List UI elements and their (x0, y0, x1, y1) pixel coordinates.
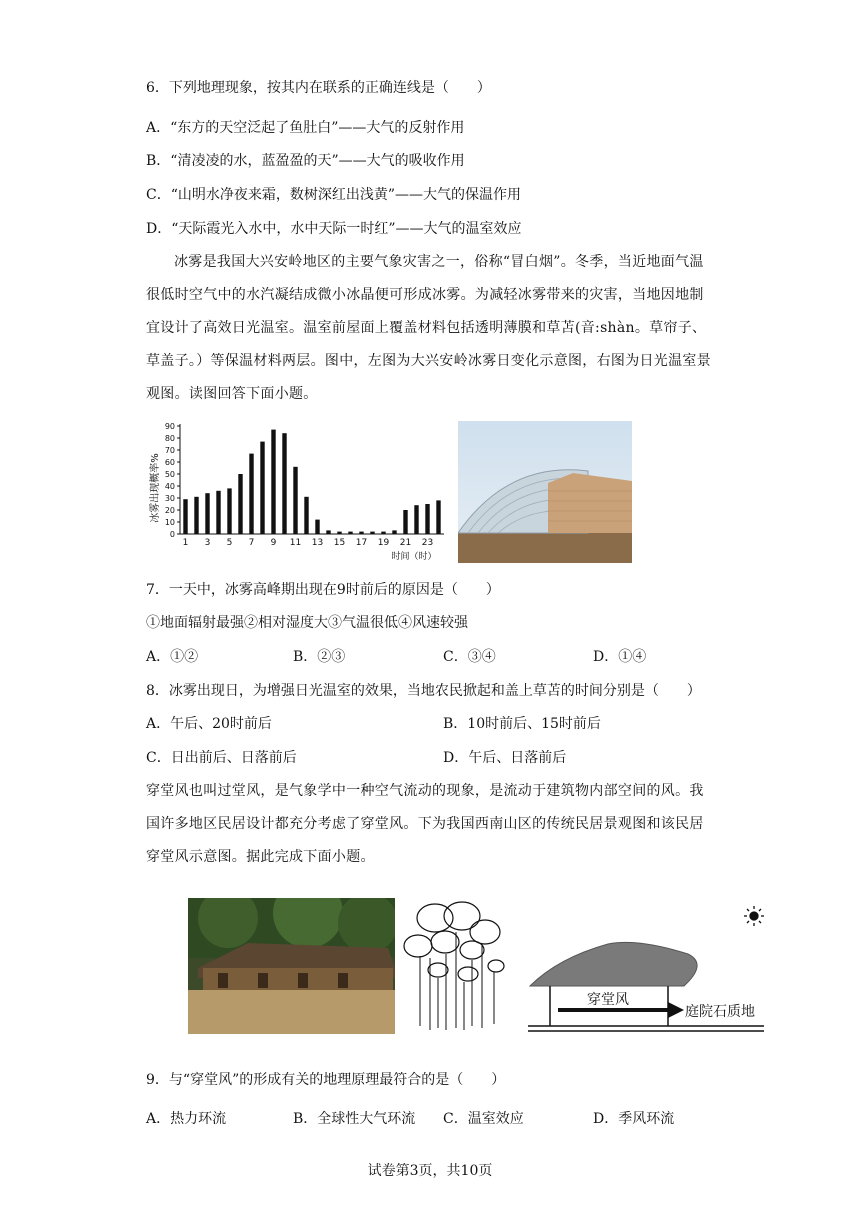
bar (293, 467, 297, 534)
y-tick-label: 50 (164, 470, 175, 479)
greenhouse-photo (458, 421, 632, 563)
x-tick-label: 21 (399, 538, 412, 548)
bar (249, 454, 253, 534)
y-tick-label: 30 (164, 494, 175, 503)
q8-option-b: B．10时前后、15时前后 (443, 716, 601, 732)
y-tick-label: 20 (164, 506, 175, 515)
q6-option-a: A．“东方的天空泛起了鱼肚白”——大气的反射作用 (146, 120, 465, 136)
dwelling-photo (188, 898, 395, 1034)
y-tick-label: 90 (164, 422, 175, 431)
x-tick-label: 11 (289, 538, 302, 548)
x-tick-label: 17 (355, 538, 368, 548)
bar (403, 510, 407, 534)
wind-label: 穿堂风 (587, 992, 629, 1008)
q9-option-c: C．温室效应 (443, 1111, 524, 1127)
x-tick-label: 9 (270, 538, 277, 548)
q9-option-d: D．季风环流 (593, 1111, 675, 1127)
bar (425, 504, 429, 534)
tree-sketch (400, 898, 505, 1034)
sun-icon (744, 906, 764, 926)
yard-label: 庭院石质地 (685, 1004, 755, 1020)
x-tick-label: 19 (377, 538, 390, 548)
q8-option-d: D．午后、日落前后 (443, 750, 567, 766)
bar (381, 532, 385, 534)
x-tick-label: 15 (333, 538, 346, 548)
q7-statements: ①地面辐射最强②相对湿度大③气温很低④风速较强 (146, 615, 468, 631)
bar (282, 433, 286, 534)
q6-stem: 6．下列地理现象，按其内在联系的正确连线是（ ） (146, 80, 491, 96)
bar (271, 430, 275, 534)
q7-option-a: A．①② (146, 649, 199, 665)
q6-option-b: B．“清凌凌的水，蓝盈盈的天”——大气的吸收作用 (146, 153, 465, 169)
bar (216, 491, 220, 534)
bar (315, 520, 319, 534)
bar (359, 532, 363, 534)
q8-option-a: A．午后、20时前后 (146, 716, 272, 732)
bar (183, 499, 187, 534)
y-tick-label: 60 (164, 458, 175, 467)
chart-xlabel: 时间（时） (391, 552, 437, 562)
q7-option-b: B．②③ (293, 649, 346, 665)
y-tick-label: 0 (169, 530, 175, 539)
passage-cross-wind: 穿堂风也叫过堂风，是气象学中一种空气流动的现象，是流动于建筑物内部空间的风。我国许多地区民居设计都充分考虑了穿堂风。下为我国西南山区的传统民居景观图和该民居穿堂风示意图。据此完成下面小题。 (146, 783, 704, 865)
x-tick-label: 7 (248, 538, 255, 548)
q8-option-c: C．日出前后、日落前后 (146, 750, 297, 766)
x-tick-label: 23 (421, 538, 434, 548)
bar (260, 442, 264, 534)
q7-option-c: C．③④ (443, 649, 496, 665)
bar (370, 532, 374, 534)
q8-stem: 8．冰雾出现日，为增强日光温室的效果，当地农民掀起和盖上草苫的时间分别是（ ） (146, 683, 701, 699)
q7-option-d: D．①④ (593, 649, 647, 665)
y-tick-label: 70 (164, 446, 175, 455)
chart-ylabel: 冰雾出现概率% (150, 453, 161, 523)
y-tick-label: 10 (164, 518, 175, 527)
q6-option-d: D．“天际霞光入水中，水中天际一时红”——大气的温室效应 (146, 221, 522, 237)
bar (337, 532, 341, 534)
x-tick-label: 5 (226, 538, 233, 548)
x-tick-label: 1 (182, 538, 189, 548)
x-tick-label: 3 (204, 538, 211, 548)
q9-stem: 9．与“穿堂风”的形成有关的地理原理最符合的是（ ） (146, 1072, 506, 1088)
passage-ice-fog: 冰雾是我国大兴安岭地区的主要气象灾害之一，俗称“冒白烟”。冬季，当近地面气温很低时空气中的水汽凝结成微小冰晶便可形成冰雾。为减轻冰雾带来的灾害，当地因地制宜设计了高效日光温室。温室前屋面上覆盖材料包括透明薄膜和草苫(音:shàn。草帘子、草盖子。）等保温材料两层。图中，左图为大兴安岭冰雾日变化示意图，右图为日光温室景观图。读图回答下面小题。 (146, 254, 711, 402)
q6-option-c: C．“山明水净夜来霜，数树深红出浅黄”——大气的保温作用 (146, 187, 522, 203)
bar (194, 497, 198, 534)
page-footer: 试卷第3页，共10页 (367, 1163, 493, 1179)
bar (238, 474, 242, 534)
y-tick-label: 40 (164, 482, 175, 491)
q9-option-a: A．热力环流 (146, 1111, 227, 1127)
y-tick-label: 80 (164, 434, 175, 443)
bar (414, 505, 418, 534)
q9-option-b: B．全球性大气环流 (293, 1111, 416, 1127)
bar (326, 530, 330, 534)
x-tick-label: 13 (311, 538, 324, 548)
ice-fog-chart (144, 418, 450, 563)
bar (227, 488, 231, 534)
q7-stem: 7．一天中，冰雾高峰期出现在9时前后的原因是（ ） (146, 582, 500, 598)
bar (436, 500, 440, 534)
cross-wind-diagram (518, 898, 768, 1038)
bar (348, 532, 352, 534)
bar (304, 497, 308, 534)
bar (205, 493, 209, 534)
bar (392, 530, 396, 534)
